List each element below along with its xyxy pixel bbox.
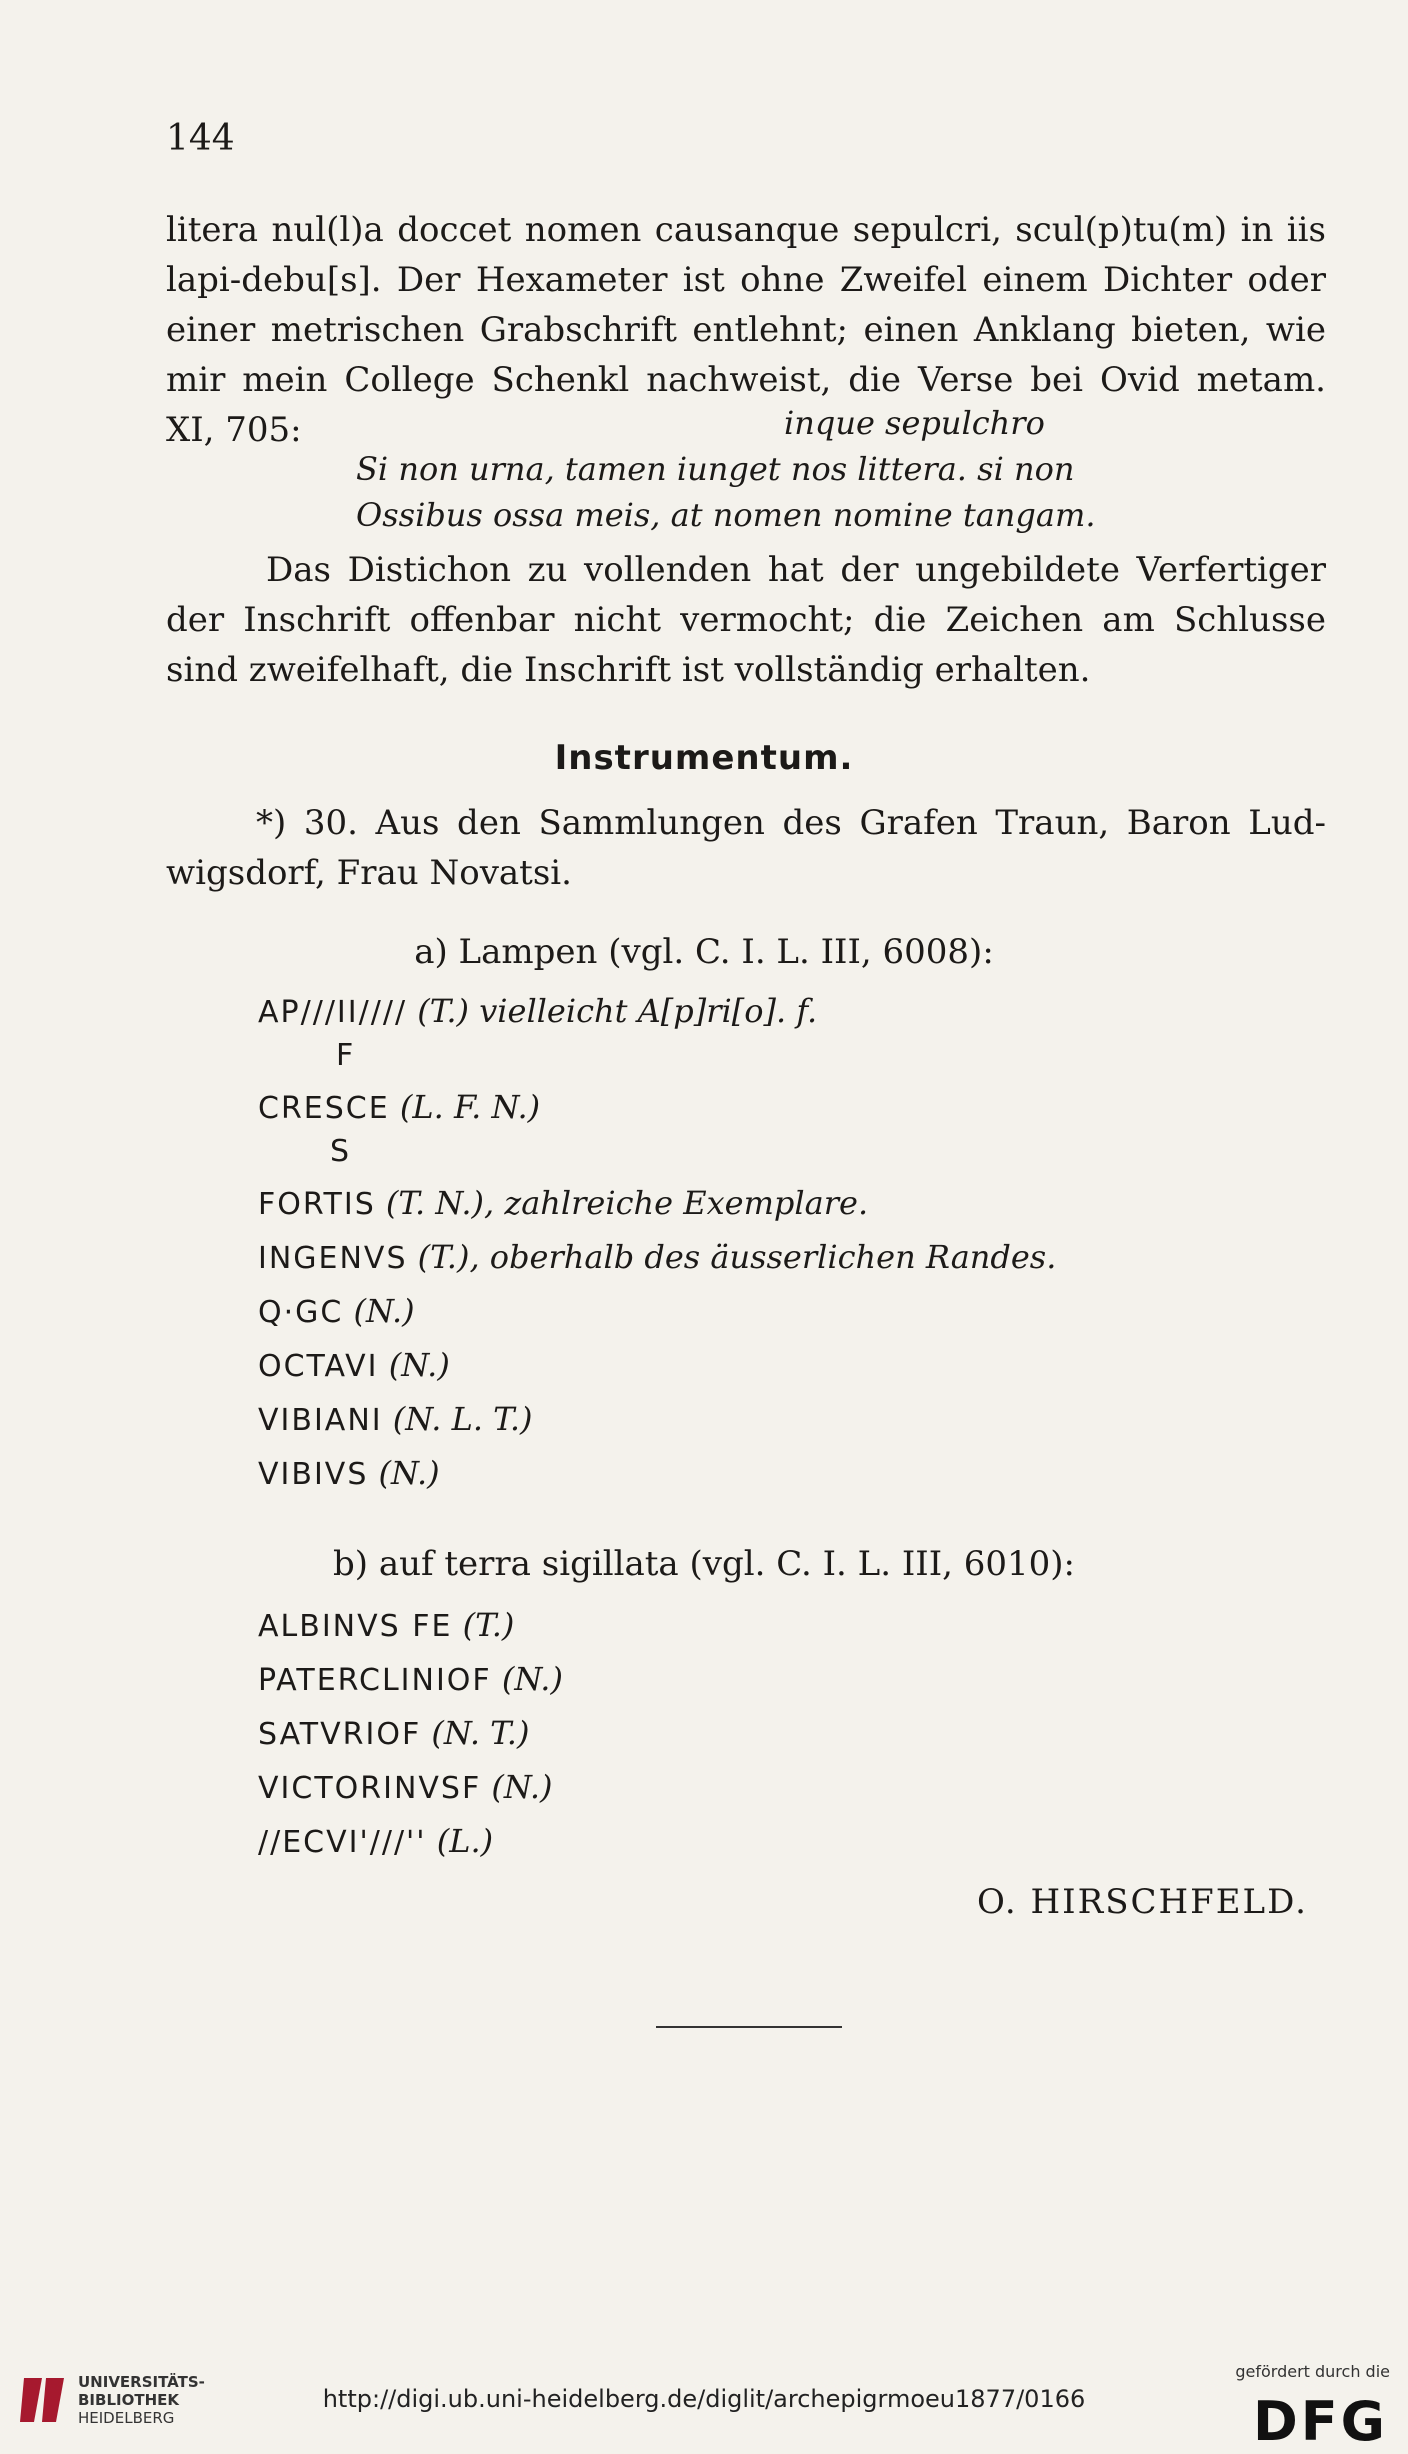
sigillata-entry [258,1768,552,1806]
library-name-line-3: HEIDELBERG [78,2409,175,2427]
entry-note: (N.) [353,1292,415,1330]
lamp-entry [258,1184,868,1222]
dfg-logo: DFG [1252,2390,1388,2453]
lamp-entry [258,1454,440,1492]
entry-note: (T.) [462,1606,515,1644]
entry-note: (T.), oberhalb des äusserlichen Randes. [417,1238,1057,1276]
lamp-entry [258,1292,415,1330]
library-name-line-2: BIBLIOTHEK [78,2391,179,2409]
verse-line-1: inque sepulchro [784,404,1045,442]
subsection-a: a) Lampen (vgl. C. I. L. III, 6008): [414,932,994,972]
entry-note: (L.) [436,1822,494,1860]
lamp-entry [258,1400,532,1438]
lamp-entry [258,1238,1056,1276]
entry-note: (N.) [378,1454,440,1492]
item-30: *) 30. Aus den Sammlungen des Grafen Traun, Baron Lud-wigsdorf, Frau Novatsi. [166,803,1326,893]
section-heading: Instrumentum. [554,738,854,778]
inscription: VIBIVS [258,1457,369,1492]
paragraph-2: Das Distichon zu vollenden hat der ungebildete Verfertiger der Inschrift offenbar nicht vermocht; die Zeichen am Schlusse sind zweifelhaft, die Inschrift ist vollständig erhalten. [166,550,1326,690]
entry-note: (N.) [491,1768,553,1806]
inscription: //ECVI'///'' [258,1825,427,1860]
verse-line-3: Ossibus ossa meis, at nomen nomine tangam. [356,496,1096,534]
inscription: FORTIS [258,1187,376,1222]
paragraph-1: litera nul(l)a doccet nomen causanque sepulcri, scul(p)tu(m) in iis lapi-debu[s]. Der Hexameter ist ohne Zweifel einem Dichter oder einer metrischen Grabschrift entlehnt; einen Anklang bieten, wie mir mein College Schenkl nachweist, die Verse bei Ovid metam. XI, 705: [166,210,1326,450]
inscription: SATVRIOF [258,1717,422,1752]
page-number: 144 [166,118,235,159]
inscription: AP///II//// [258,995,408,1030]
inscription: ALBINVS FE [258,1609,453,1644]
inscription: OCTAVI [258,1349,379,1384]
lamp-entry [258,1088,540,1126]
entry-note: (N.) [501,1660,563,1698]
inscription: Q·GC [258,1295,344,1330]
source-url-link[interactable]: http://digi.ub.uni-heidelberg.de/diglit/archepigrmoeu1877/0166 [322,2385,1086,2413]
funding-note: gefördert durch die [1235,2362,1390,2381]
inscription: VIBIANI [258,1403,383,1438]
entry-note: (T. N.), zahlreiche Exemplare. [385,1184,869,1222]
inscription: PATERCLINIOF [258,1663,492,1698]
below-letter-f: F [336,1038,354,1073]
sigillata-entry [258,1714,529,1752]
inscription: INGENVS [258,1241,408,1276]
sigillata-entry [258,1660,563,1698]
entry-note: (L. F. N.) [399,1088,541,1126]
entry-note: (T.) vielleicht A[p]ri[o]. f. [417,992,818,1030]
lamp-entry [258,1346,450,1384]
sigillata-entry [258,1606,514,1644]
verse-line-2: Si non urna, tamen iunget nos littera. si non [356,450,1075,488]
lamp-entry [258,992,817,1030]
library-name-line-1: UNIVERSITÄTS- [78,2373,205,2391]
entry-note: (N. T.) [431,1714,530,1752]
inscription: VICTORINVSF [258,1771,482,1806]
entry-note: (N.) [388,1346,450,1384]
author-signature: O. HIRSCHFELD. [977,1882,1308,1922]
inscription: CRESCE [258,1091,390,1126]
subsection-b: b) auf terra sigillata (vgl. C. I. L. III, 6010): [332,1544,1076,1584]
closing-rule [656,2026,842,2028]
sigillata-entry [258,1822,493,1860]
below-letter-s: S [330,1134,350,1169]
entry-note: (N. L. T.) [392,1400,533,1438]
